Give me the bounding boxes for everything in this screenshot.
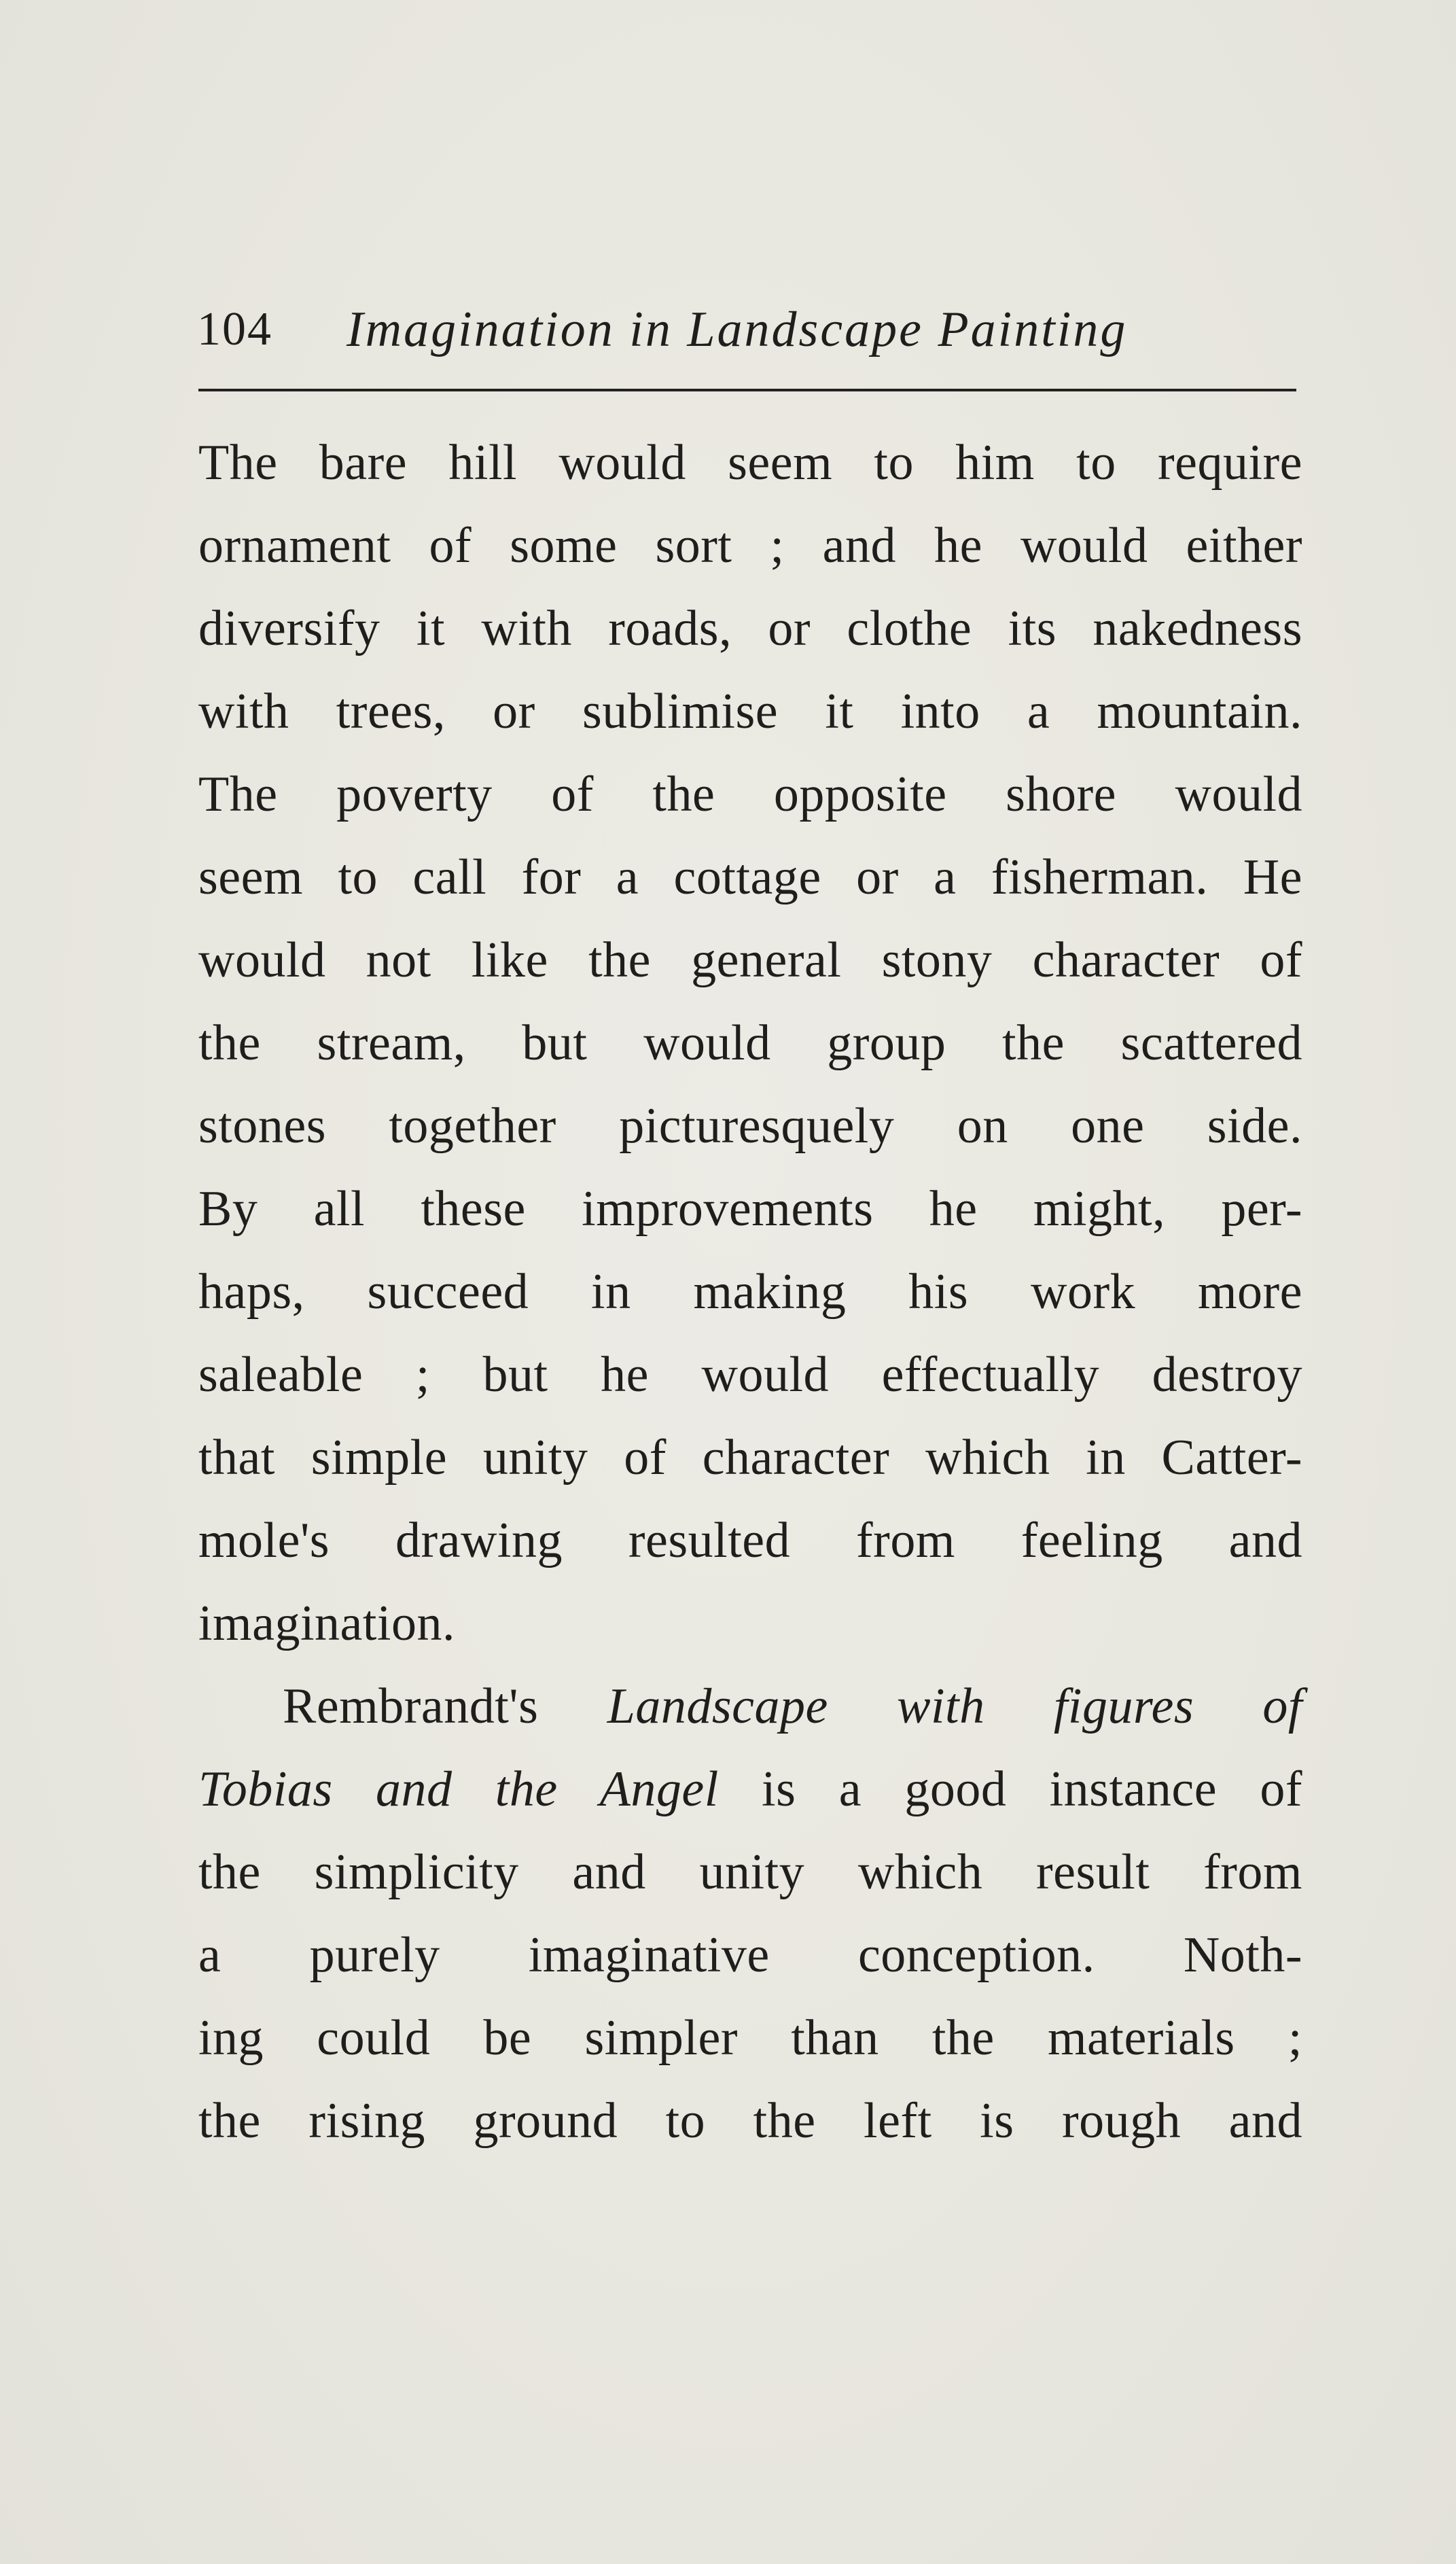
text-line: haps, succeed in making his work more xyxy=(198,1264,1302,1320)
text-line: ornament of some sort ; and he would either xyxy=(198,518,1302,574)
text-line: By all these improvements he might, per- xyxy=(198,1181,1302,1237)
artwork-title: Tobias and the Angel xyxy=(198,1761,719,1817)
text-line: The bare hill would seem to him to require xyxy=(198,435,1302,491)
text-line: ing could be simpler than the materials ; xyxy=(198,2010,1302,2066)
text-line xyxy=(198,1748,1302,1831)
text-line: The poverty of the opposite shore would xyxy=(198,767,1302,822)
text-line: that simple unity of character which in Catter- xyxy=(198,1430,1302,1486)
page-header xyxy=(197,299,1298,360)
text-line: diversify it with roads, or clothe its nakedness xyxy=(198,601,1302,656)
running-title: Imagination in Landscape Painting xyxy=(347,302,1128,357)
line-text: is a good instance of xyxy=(718,1761,1302,1817)
artwork-title: Landscape with figures of xyxy=(607,1679,1302,1734)
text-line: the rising ground to the left is rough and xyxy=(198,2093,1302,2149)
line-text: Rembrandt's xyxy=(283,1679,607,1734)
text-line: would not like the general stony character of xyxy=(198,932,1302,988)
text-line: a purely imaginative conception. Noth- xyxy=(198,1927,1302,1983)
text-line: seem to call for a cottage or a fisherman. He xyxy=(198,849,1302,905)
text-line: the stream, but would group the scattered xyxy=(198,1015,1302,1071)
text-line: imagination. xyxy=(198,1596,455,1651)
text-line: mole's drawing resulted from feeling and xyxy=(198,1513,1302,1568)
text-line xyxy=(283,1665,1302,1748)
text-line: stones together picturesquely on one side. xyxy=(198,1098,1302,1154)
text-line: with trees, or sublimise it into a mountain. xyxy=(198,684,1302,739)
text-line: saleable ; but he would effectually destroy xyxy=(198,1347,1302,1403)
page-number: 104 xyxy=(197,303,272,355)
text-line: the simplicity and unity which result from xyxy=(198,1844,1302,1900)
header-rule xyxy=(198,389,1296,391)
